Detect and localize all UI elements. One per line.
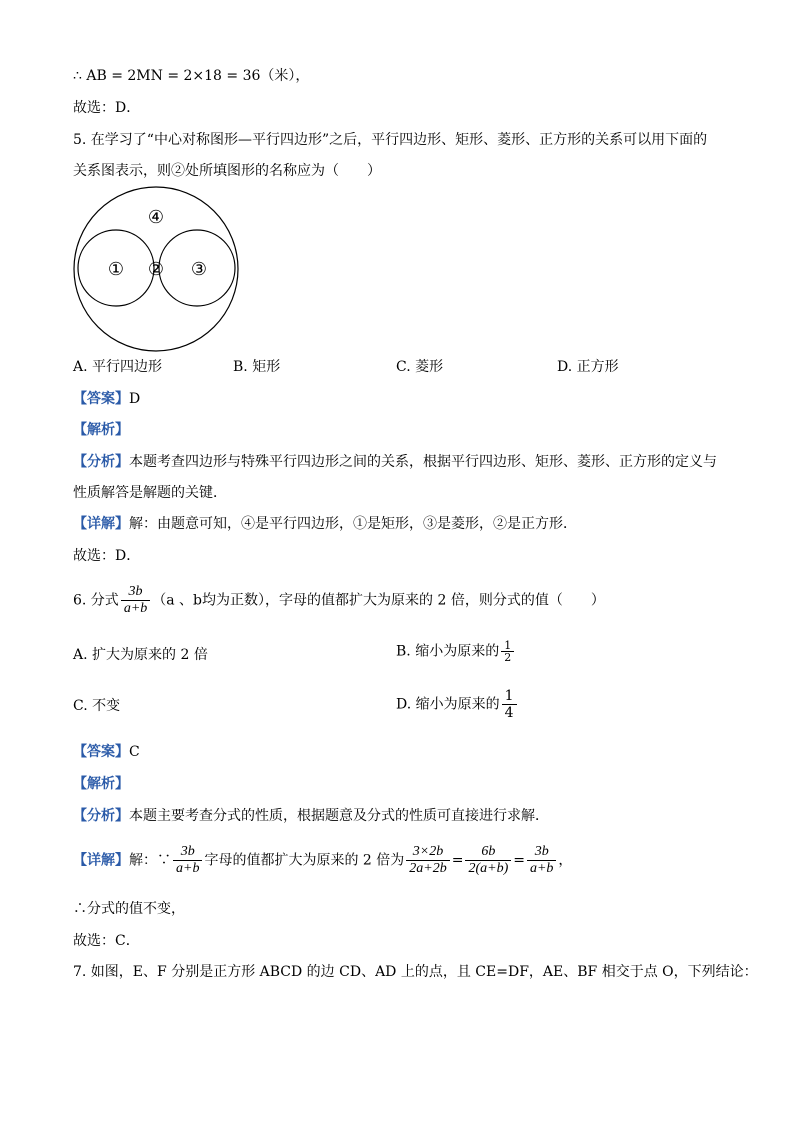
q6-option-a: A. 扩大为原来的 2 倍 <box>73 647 208 663</box>
prev-select: 故选：D． <box>73 100 141 116</box>
venn-diagram <box>70 186 242 352</box>
q6-detail: 【详解】解：∵ $\frac{3b}{a+b}$ 字母的值都扩大为原来的 2 倍为 $\frac{3\times 2b}{2a+2b}$ = $\frac{6b}{2(a+b)}$ = $\frac{3b}{a+b}$ ， <box>73 844 573 876</box>
q6-fraction: $\frac{3b}{a+b}$ <box>121 584 150 617</box>
q5-option-d: D. 正方形 <box>557 359 619 375</box>
q5-stem-line2: 关系图表示，则②处所填图形的名称应为（ ） <box>73 163 381 179</box>
q5-answer: 【答案】D <box>73 391 141 407</box>
label-2: ② <box>147 259 165 280</box>
q5-stem-line1: 5. 在学习了“中心对称图形—平行四边形”之后，平行四边形、矩形、菱形、正方形的关系可以用下面的 <box>73 132 708 148</box>
q5-fenxi-line2: 性质解答是解题的关键． <box>73 485 227 501</box>
q5-option-b: B. 矩形 <box>233 359 281 375</box>
label-3: ③ <box>190 259 208 280</box>
q5-option-c: C. 菱形 <box>396 359 444 375</box>
q6-analysis-tag: 【解析】 <box>73 776 129 792</box>
q6-option-b: B. 缩小为原来的 $\frac{1}{2}$ <box>396 640 516 663</box>
q7-stem: 7. 如图，E、F 分别是正方形 ABCD 的边 CD、AD 上的点，且 CE=DF，AE、BF 相交于点 O，下列结论： <box>73 964 758 980</box>
therefore-line: ∴ AB = 2MN = 2×18 = 36（米）， <box>73 68 310 84</box>
q6-therefore: ∴分式的值不变， <box>73 901 185 917</box>
q6-option-c: C. 不变 <box>73 698 121 714</box>
q5-analysis-tag: 【解析】 <box>73 422 129 438</box>
label-4: ④ <box>147 207 165 228</box>
q6-stem: 6. 分式 $\frac{3b}{a+b}$ （a 、b均为正数），字母的值都扩大为原来的 2 倍，则分式的值（ ） <box>73 584 605 616</box>
q5-fenxi-line1: 【分析】本题考查四边形与特殊平行四边形之间的关系，根据平行四边形、矩形、菱形、正方形的定义与 <box>73 454 717 470</box>
q6-option-d: D. 缩小为原来的 $\frac{1}{4}$ <box>396 688 519 721</box>
label-1: ① <box>107 259 125 280</box>
q5-detail: 【详解】解：由题意可知，④是平行四边形，①是矩形，③是菱形，②是正方形． <box>73 516 577 532</box>
q6-select: 故选：C． <box>73 933 140 949</box>
q5-option-a: A. 平行四边形 <box>73 359 163 375</box>
q5-select: 故选：D． <box>73 548 141 564</box>
q6-answer: 【答案】C <box>73 744 140 760</box>
q6-fenxi: 【分析】本题主要考查分式的性质，根据题意及分式的性质可直接进行求解． <box>73 808 549 824</box>
